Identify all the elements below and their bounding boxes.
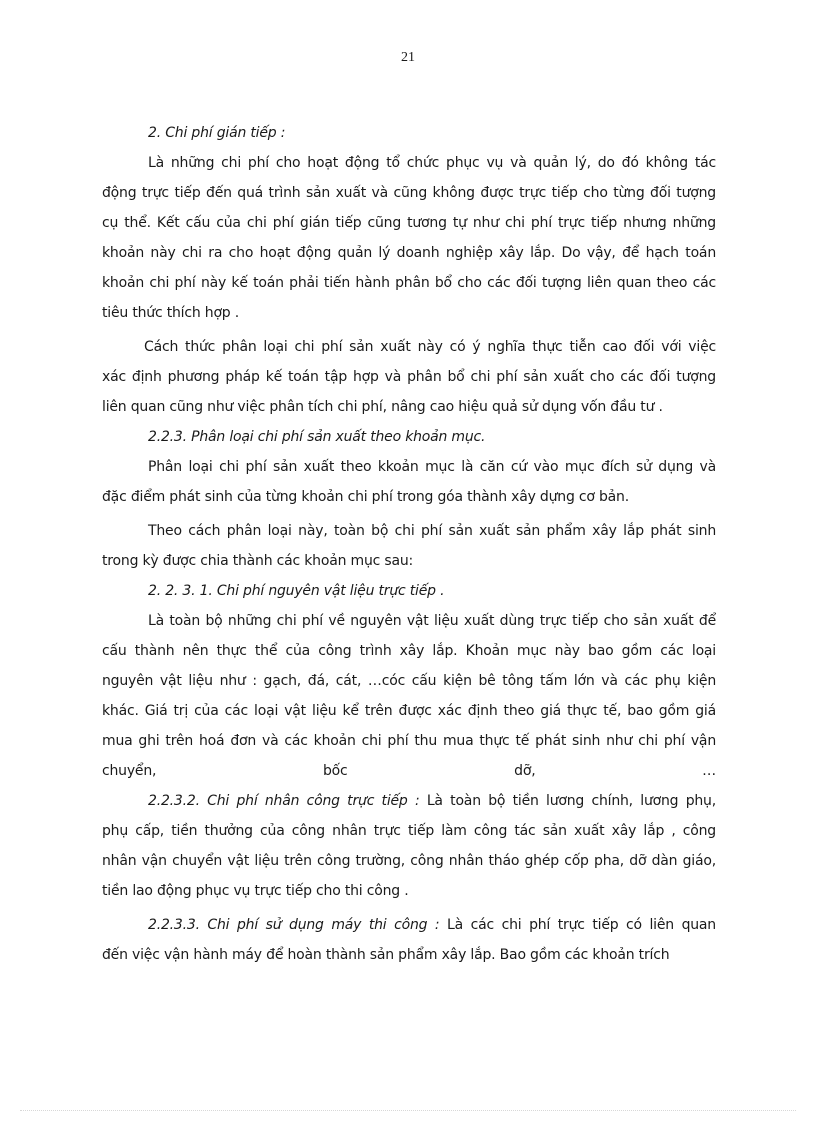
paragraph-line: phụ cấp, tiền thưởng của công nhân trực tiếp làm công tác sản xuất xây lắp , công: [102, 823, 716, 839]
paragraph-line: khoản chi phí này kế toán phải tiến hành phân bổ cho các đối tượng liên quan theo các: [102, 275, 716, 291]
section-heading-2-2-3: 2.2.3. Phân loại chi phí sản xuất theo khoản mục.: [148, 429, 486, 445]
section-heading-indirect-costs: 2. Chi phí gián tiếp :: [148, 125, 286, 141]
paragraph-text: Là toàn bộ tiền lương chính, lương phụ,: [419, 793, 716, 809]
paragraph-line: đến việc vận hành máy để hoàn thành sản phẩm xây lắp. Bao gồm các khoản trích: [102, 947, 670, 963]
paragraph-line: động trực tiếp đến quá trình sản xuất và cũng không được trực tiếp cho từng đối tượng: [102, 185, 716, 201]
paragraph-line: trong kỳ được chia thành các khoản mục sau:: [102, 553, 414, 569]
paragraph-line: tiêu thức thích hợp .: [102, 305, 239, 321]
paragraph-line: nguyên vật liệu như : gạch, đá, cát, …cóc cấu kiện bê tông tấm lớn và các phụ kiện: [102, 673, 716, 689]
section-heading-2-2-3-2: 2.2.3.2. Chi phí nhân công trực tiếp :: [148, 793, 420, 809]
paragraph-line: đặc điểm phát sinh của từng khoản chi phí trong góa thành xây dựng cơ bản.: [102, 489, 629, 505]
paragraph-line: nhân vận chuyển vật liệu trên công trường, công nhân tháo ghép cốp pha, dỡ dàn giáo,: [102, 853, 716, 869]
paragraph-line: Theo cách phân loại này, toàn bộ chi phí sản xuất sản phẩm xây lắp phát sinh: [148, 523, 716, 539]
word: …: [702, 763, 716, 779]
paragraph-line: Là toàn bộ những chi phí về nguyên vật liệu xuất dùng trực tiếp cho sản xuất để: [148, 613, 716, 629]
paragraph-line: Phân loại chi phí sản xuất theo kkoản mục là căn cứ vào mục đích sử dụng và: [148, 459, 716, 475]
paragraph-line: mua ghi trên hoá đơn và các khoản chi phí thu mua thực tế phát sinh như chi phí vận: [102, 733, 716, 749]
paragraph-line: [148, 786, 716, 816]
word: chuyển,: [102, 763, 157, 779]
paragraph-line: tiền lao động phục vụ trực tiếp cho thi công .: [102, 883, 409, 899]
paragraph-line: xác định phương pháp kế toán tập hợp và phân bổ chi phí sản xuất cho các đối tượng: [102, 369, 716, 385]
paragraph-line: liên quan cũng như việc phân tích chi phí, nâng cao hiệu quả sử dụng vốn đầu tư .: [102, 399, 663, 415]
paragraph-text: Là các chi phí trực tiếp có liên quan: [439, 917, 716, 933]
paragraph-line: khác. Giá trị của các loại vật liệu kể trên được xác định theo giá thực tế, bao gồm giá: [102, 703, 716, 719]
paragraph-line-spread: [102, 756, 716, 786]
paragraph-line: [148, 910, 716, 940]
page-number: 21: [401, 50, 415, 65]
paragraph-line: khoản này chi ra cho hoạt động quản lý doanh nghiệp xây lắp. Do vậy, để hạch toán: [102, 245, 716, 261]
word: bốc: [322, 763, 348, 779]
paragraph-line: Cách thức phân loại chi phí sản xuất này có ý nghĩa thực tiễn cao đối với việc: [144, 339, 716, 355]
page-bottom-border: [20, 1110, 796, 1111]
document-body: [102, 118, 716, 970]
paragraph-line: cụ thể. Kết cấu của chi phí gián tiếp cũng tương tự như chi phí trực tiếp nhưng những: [102, 215, 716, 231]
section-heading-2-2-3-3: 2.2.3.3. Chi phí sử dụng máy thi công :: [148, 917, 440, 933]
section-heading-2-2-3-1: 2. 2. 3. 1. Chi phí nguyên vật liệu trực tiếp .: [148, 583, 445, 599]
word: dỡ,: [514, 763, 536, 779]
paragraph-line: cấu thành nên thực thể của công trình xây lắp. Khoản mục này bao gồm các loại: [102, 643, 716, 659]
paragraph-line: Là những chi phí cho hoạt động tổ chức phục vụ và quản lý, do đó không tác: [148, 155, 716, 171]
